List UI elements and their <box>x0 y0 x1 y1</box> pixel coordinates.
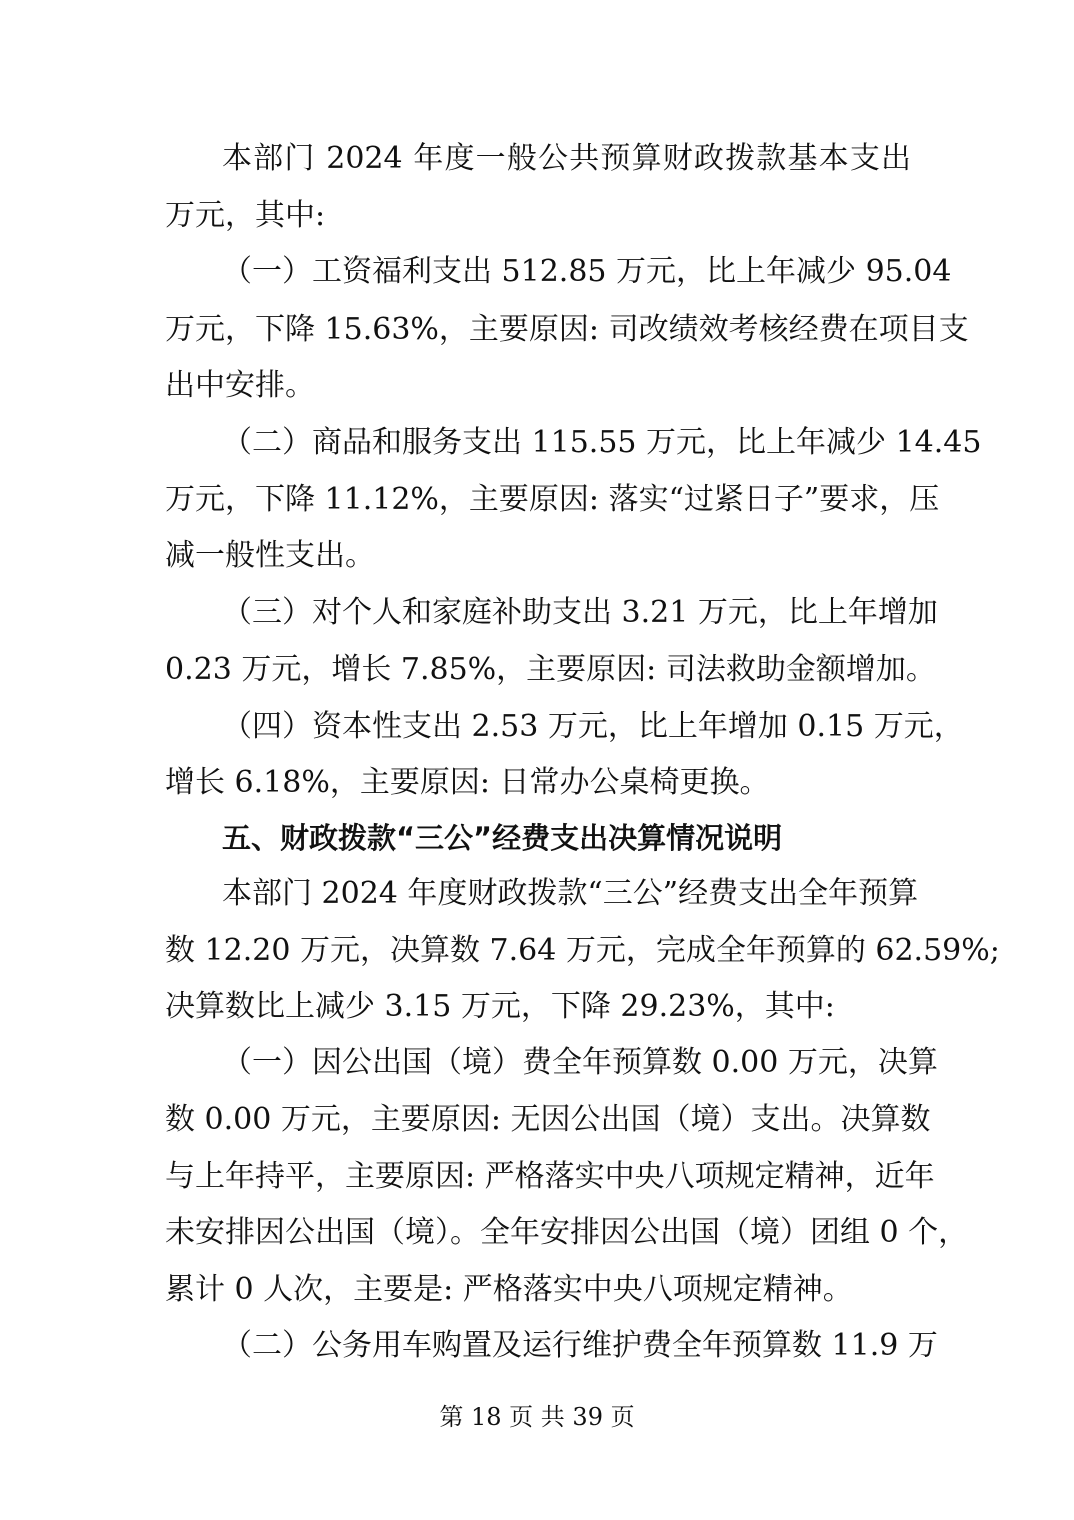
paragraph-line: 未安排因公出国（境）。全年安排因公出国（境）团组 0 个， <box>165 1215 969 1250</box>
paragraph-line: 万元，其中: <box>165 198 326 233</box>
paragraph-line: 决算数比上减少 3.15 万元，下降 29.23%，其中: <box>165 989 835 1024</box>
paragraph-line: 数 12.20 万元，决算数 7.64 万元，完成全年预算的 62.59%; <box>165 933 1000 968</box>
paragraph-line: 0.23 万元，增长 7.85%，主要原因: 司法救助金额增加。 <box>165 652 936 687</box>
paragraph-line: （二）商品和服务支出 115.55 万元，比上年减少 14.45 <box>222 425 982 460</box>
paragraph-line: 本部门 2024 年度财政拨款“三公”经费支出全年预算 <box>222 876 919 911</box>
paragraph-line: （四）资本性支出 2.53 万元，比上年增加 0.15 万元， <box>222 709 964 744</box>
paragraph-line: 累计 0 人次，主要是: 严格落实中央八项规定精神。 <box>165 1272 853 1307</box>
paragraph-line: （三）对个人和家庭补助支出 3.21 万元，比上年增加 <box>222 595 938 630</box>
paragraph-line: （二）公务用车购置及运行维护费全年预算数 11.9 万 <box>222 1328 938 1363</box>
paragraph-line: 减一般性支出。 <box>165 538 375 573</box>
paragraph-line: （一）工资福利支出 512.85 万元，比上年减少 95.04 <box>222 254 952 289</box>
paragraph-line: 数 0.00 万元，主要原因: 无因公出国（境）支出。决算数 <box>165 1102 931 1137</box>
page-number-footer: 第 18 页 共 39 页 <box>439 1403 635 1431</box>
paragraph-line: 万元，下降 11.12%，主要原因: 落实“过紧日子”要求，压 <box>165 482 940 517</box>
paragraph-line: 本部门 2024 年度一般公共预算财政拨款基本支出 <box>222 141 911 176</box>
paragraph-line: （一）因公出国（境）费全年预算数 0.00 万元，决算 <box>222 1045 938 1080</box>
paragraph-line: 出中安排。 <box>165 368 315 403</box>
paragraph-line: 增长 6.18%，主要原因: 日常办公桌椅更换。 <box>165 765 770 800</box>
paragraph-line: 与上年持平，主要原因: 严格落实中央八项规定精神，近年 <box>165 1159 935 1194</box>
paragraph-line: 万元，下降 15.63%，主要原因: 司改绩效考核经费在项目支 <box>165 312 969 347</box>
section-heading: 五、财政拨款“三公”经费支出决算情况说明 <box>222 821 783 855</box>
